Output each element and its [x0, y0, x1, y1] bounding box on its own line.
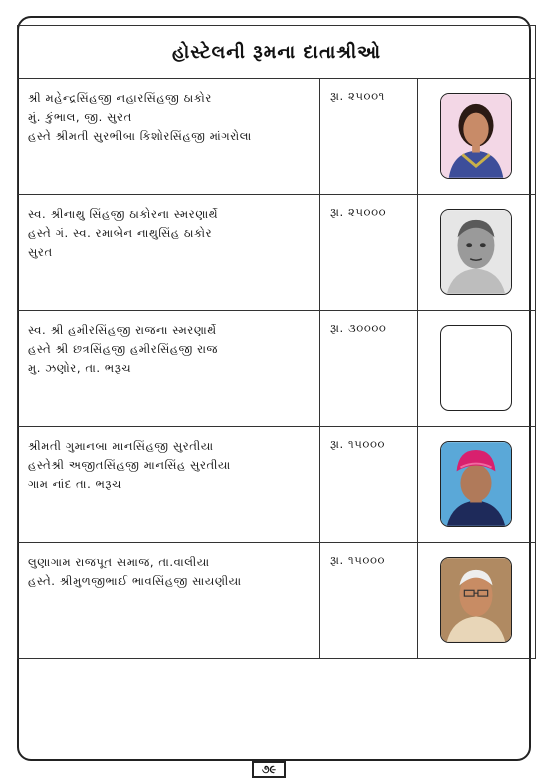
donor-name: શ્રી મહેન્દ્રસિંહજી નહારસિંહજી ઠાકોર મું. કુંભાલ, જી. સુરત હસ્તે શ્રીમતી સુરભીબા કિશોરસિંહજી માંગરોલા — [28, 91, 252, 143]
donation-amount: રૂા. ૨૫૦૦૦ — [330, 205, 387, 219]
page-number: ૭૯ — [252, 761, 286, 778]
page-title: હોસ્ટેલની રૂમના દાતાશ્રીઓ — [18, 26, 536, 79]
table-row — [18, 543, 536, 659]
table-row — [18, 79, 536, 195]
donor-name: સ્વ. શ્રી હમીરસિંહજી રાજના સ્મરણાર્થે હસ્તે શ્રી છત્રસિંહજી હમીરસિંહજી રાજ મુ. ઝણોર, તા. ભરૂચ — [28, 323, 218, 375]
table-row — [18, 195, 536, 311]
donation-amount: રૂા. ૧૫૦૦૦ — [330, 553, 386, 567]
donation-amount: રૂા. ૨૫૦૦૧ — [330, 89, 385, 103]
donor-photo — [440, 557, 512, 643]
donor-photo — [440, 441, 512, 527]
table-row — [18, 311, 536, 427]
donor-name: શ્રીમતી ગુમાનબા માનસિંહજી સુરતીયા હસ્તેશ્રી અજીતસિંહજી માનસિંહ સુરતીયા ગામ નાંદ તા. ભરૂચ — [28, 439, 231, 491]
table-row — [18, 427, 536, 543]
donor-photo — [440, 93, 512, 179]
donor-photo — [440, 209, 512, 295]
donation-amount: રૂા. ૩૦૦૦૦ — [330, 321, 387, 335]
donor-name: સ્વ. શ્રીનાથુ સિંહજી ઠાકોરના સ્મરણાર્થે હસ્તે ગં. સ્વ. રમાબેન નાથુસિંહ ઠાકોર સુરત — [28, 207, 219, 259]
empty-photo-frame — [440, 325, 512, 411]
donors-table — [17, 25, 536, 659]
donor-name: લુણાગામ રાજપૂત સમાજ, તા.વાલીયા હસ્તે. શ્રીમુળજીભાઈ ભાવસિંહજી સાયણીયા — [28, 555, 242, 588]
donation-amount: રૂા. ૧૫૦૦૦ — [330, 437, 386, 451]
